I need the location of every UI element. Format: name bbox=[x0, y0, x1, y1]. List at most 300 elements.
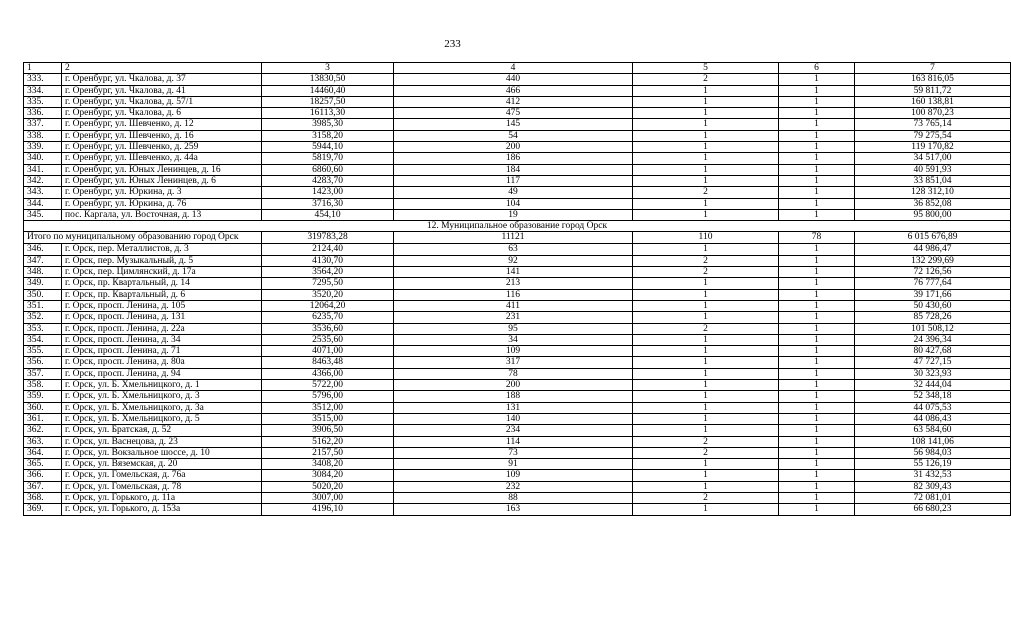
table-row bbox=[24, 436, 1011, 447]
amount-cell: 44 086,43 bbox=[855, 413, 1011, 424]
residents-cell: 109 bbox=[394, 470, 633, 481]
amount-cell: 108 141,06 bbox=[855, 436, 1011, 447]
address-cell: г. Оренбург, ул. Чкалова, д. 37 bbox=[62, 74, 262, 85]
amount-cell: 40 591,93 bbox=[855, 164, 1011, 175]
row-number-cell: 334. bbox=[24, 85, 62, 96]
area-cell: 6235,70 bbox=[262, 312, 394, 323]
column-5-cell: 1 bbox=[633, 153, 779, 164]
address-cell: г. Орск, пер. Музыкальный, д. 5 bbox=[62, 255, 262, 266]
residents-cell: 317 bbox=[394, 357, 633, 368]
total-residents: 11121 bbox=[394, 232, 633, 244]
residents-cell: 73 bbox=[394, 447, 633, 458]
row-number-cell: 368. bbox=[24, 492, 62, 503]
address-cell: г. Орск, ул. Гомельская, д. 78 bbox=[62, 481, 262, 492]
column-5-cell: 1 bbox=[633, 289, 779, 300]
amount-cell: 72 081,01 bbox=[855, 492, 1011, 503]
column-5-cell: 1 bbox=[633, 470, 779, 481]
area-cell: 3716,30 bbox=[262, 198, 394, 209]
column-header: 3 bbox=[262, 63, 394, 74]
row-number-cell: 338. bbox=[24, 130, 62, 141]
column-5-cell: 1 bbox=[633, 380, 779, 391]
residents-cell: 188 bbox=[394, 391, 633, 402]
column-5-cell: 1 bbox=[633, 334, 779, 345]
table-row bbox=[24, 459, 1011, 470]
row-number-cell: 369. bbox=[24, 504, 62, 515]
row-number-cell: 354. bbox=[24, 334, 62, 345]
header-row bbox=[24, 63, 1011, 74]
area-cell: 16113,30 bbox=[262, 108, 394, 119]
row-number-cell: 345. bbox=[24, 209, 62, 220]
amount-cell: 160 138,81 bbox=[855, 96, 1011, 107]
residents-cell: 78 bbox=[394, 368, 633, 379]
column-6-cell: 1 bbox=[779, 402, 855, 413]
amount-cell: 34 517,00 bbox=[855, 153, 1011, 164]
area-cell: 8463,48 bbox=[262, 357, 394, 368]
column-header: 4 bbox=[394, 63, 633, 74]
column-6-cell: 1 bbox=[779, 368, 855, 379]
area-cell: 5162,20 bbox=[262, 436, 394, 447]
column-5-cell: 1 bbox=[633, 368, 779, 379]
table-row bbox=[24, 209, 1011, 220]
table-row bbox=[24, 74, 1011, 85]
table-row bbox=[24, 334, 1011, 345]
table-row bbox=[24, 267, 1011, 278]
column-5-cell: 1 bbox=[633, 175, 779, 186]
column-6-cell: 1 bbox=[779, 164, 855, 175]
table-row bbox=[24, 130, 1011, 141]
residents-cell: 141 bbox=[394, 267, 633, 278]
address-cell: г. Орск, ул. Вяземская, д. 20 bbox=[62, 459, 262, 470]
table-row bbox=[24, 85, 1011, 96]
row-number-cell: 335. bbox=[24, 96, 62, 107]
row-number-cell: 365. bbox=[24, 459, 62, 470]
residents-cell: 200 bbox=[394, 380, 633, 391]
address-cell: г. Орск, ул. Б. Хмельницкого, д. 5 bbox=[62, 413, 262, 424]
column-5-cell: 1 bbox=[633, 96, 779, 107]
total-area: 319783,28 bbox=[262, 232, 394, 244]
address-cell: г. Оренбург, ул. Шевченко, д. 16 bbox=[62, 130, 262, 141]
area-cell: 3985,30 bbox=[262, 119, 394, 130]
column-5-cell: 1 bbox=[633, 119, 779, 130]
residents-cell: 117 bbox=[394, 175, 633, 186]
amount-cell: 32 444,04 bbox=[855, 380, 1011, 391]
amount-cell: 76 777,64 bbox=[855, 278, 1011, 289]
row-number-cell: 337. bbox=[24, 119, 62, 130]
amount-cell: 163 816,05 bbox=[855, 74, 1011, 85]
row-number-cell: 336. bbox=[24, 108, 62, 119]
column-5-cell: 2 bbox=[633, 492, 779, 503]
table-row bbox=[24, 175, 1011, 186]
area-cell: 4196,10 bbox=[262, 504, 394, 515]
row-number-cell: 358. bbox=[24, 380, 62, 391]
total-row bbox=[24, 232, 1011, 244]
address-cell: г. Оренбург, ул. Чкалова, д. 6 bbox=[62, 108, 262, 119]
area-cell: 3520,20 bbox=[262, 289, 394, 300]
row-number-cell: 349. bbox=[24, 278, 62, 289]
row-number-cell: 353. bbox=[24, 323, 62, 334]
table-row bbox=[24, 289, 1011, 300]
column-header: 6 bbox=[779, 63, 855, 74]
column-6-cell: 1 bbox=[779, 209, 855, 220]
residents-cell: 186 bbox=[394, 153, 633, 164]
column-6-cell: 1 bbox=[779, 96, 855, 107]
amount-cell: 82 309,43 bbox=[855, 481, 1011, 492]
area-cell: 2124,40 bbox=[262, 244, 394, 255]
residents-cell: 440 bbox=[394, 74, 633, 85]
column-5-cell: 2 bbox=[633, 255, 779, 266]
residents-cell: 63 bbox=[394, 244, 633, 255]
table-row bbox=[24, 300, 1011, 311]
column-5-cell: 2 bbox=[633, 323, 779, 334]
column-6-cell: 1 bbox=[779, 425, 855, 436]
amount-cell: 95 800,00 bbox=[855, 209, 1011, 220]
amount-cell: 132 299,69 bbox=[855, 255, 1011, 266]
amount-cell: 44 075,53 bbox=[855, 402, 1011, 413]
column-5-cell: 1 bbox=[633, 142, 779, 153]
table-row bbox=[24, 323, 1011, 334]
table-row bbox=[24, 481, 1011, 492]
row-number-cell: 356. bbox=[24, 357, 62, 368]
column-5-cell: 1 bbox=[633, 278, 779, 289]
area-cell: 3512,00 bbox=[262, 402, 394, 413]
residents-cell: 411 bbox=[394, 300, 633, 311]
column-6-cell: 1 bbox=[779, 470, 855, 481]
table-row bbox=[24, 153, 1011, 164]
column-6-cell: 1 bbox=[779, 244, 855, 255]
table-row bbox=[24, 187, 1011, 198]
row-number-cell: 348. bbox=[24, 267, 62, 278]
row-number-cell: 347. bbox=[24, 255, 62, 266]
residents-cell: 475 bbox=[394, 108, 633, 119]
area-cell: 1423,00 bbox=[262, 187, 394, 198]
amount-cell: 80 427,68 bbox=[855, 346, 1011, 357]
column-5-cell: 1 bbox=[633, 425, 779, 436]
area-cell: 6860,60 bbox=[262, 164, 394, 175]
column-6-cell: 1 bbox=[779, 289, 855, 300]
row-number-cell: 362. bbox=[24, 425, 62, 436]
column-header: 5 bbox=[633, 63, 779, 74]
column-6-cell: 1 bbox=[779, 300, 855, 311]
column-6-cell: 1 bbox=[779, 357, 855, 368]
column-6-cell: 1 bbox=[779, 153, 855, 164]
area-cell: 3007,00 bbox=[262, 492, 394, 503]
column-5-cell: 1 bbox=[633, 312, 779, 323]
residents-cell: 200 bbox=[394, 142, 633, 153]
table-row bbox=[24, 244, 1011, 255]
address-cell: г. Орск, ул. Горького, д. 153а bbox=[62, 504, 262, 515]
table-row bbox=[24, 368, 1011, 379]
column-header: 1 bbox=[24, 63, 62, 74]
residents-cell: 140 bbox=[394, 413, 633, 424]
row-number-cell: 363. bbox=[24, 436, 62, 447]
column-5-cell: 2 bbox=[633, 187, 779, 198]
section-row bbox=[24, 221, 1011, 232]
total-column-5: 110 bbox=[633, 232, 779, 244]
address-cell: г. Орск, просп. Ленина, д. 80а bbox=[62, 357, 262, 368]
column-5-cell: 1 bbox=[633, 413, 779, 424]
column-5-cell: 1 bbox=[633, 391, 779, 402]
residents-cell: 54 bbox=[394, 130, 633, 141]
column-5-cell: 1 bbox=[633, 300, 779, 311]
row-number-cell: 364. bbox=[24, 447, 62, 458]
residents-cell: 131 bbox=[394, 402, 633, 413]
area-cell: 3084,20 bbox=[262, 470, 394, 481]
area-cell: 4366,00 bbox=[262, 368, 394, 379]
column-5-cell: 1 bbox=[633, 209, 779, 220]
amount-cell: 39 171,66 bbox=[855, 289, 1011, 300]
column-6-cell: 1 bbox=[779, 198, 855, 209]
column-5-cell: 1 bbox=[633, 504, 779, 515]
row-number-cell: 359. bbox=[24, 391, 62, 402]
column-6-cell: 1 bbox=[779, 459, 855, 470]
area-cell: 18257,50 bbox=[262, 96, 394, 107]
row-number-cell: 346. bbox=[24, 244, 62, 255]
table-row bbox=[24, 470, 1011, 481]
residents-cell: 145 bbox=[394, 119, 633, 130]
column-5-cell: 1 bbox=[633, 130, 779, 141]
column-5-cell: 1 bbox=[633, 402, 779, 413]
column-5-cell: 1 bbox=[633, 346, 779, 357]
amount-cell: 128 312,10 bbox=[855, 187, 1011, 198]
area-cell: 13830,50 bbox=[262, 74, 394, 85]
address-cell: г. Оренбург, ул. Юных Ленинцев, д. 6 bbox=[62, 175, 262, 186]
column-6-cell: 1 bbox=[779, 85, 855, 96]
address-cell: г. Оренбург, ул. Шевченко, д. 12 bbox=[62, 119, 262, 130]
row-number-cell: 355. bbox=[24, 346, 62, 357]
amount-cell: 36 852,08 bbox=[855, 198, 1011, 209]
column-6-cell: 1 bbox=[779, 481, 855, 492]
address-cell: г. Орск, ул. Вокзальное шоссе, д. 10 bbox=[62, 447, 262, 458]
area-cell: 2157,50 bbox=[262, 447, 394, 458]
column-5-cell: 2 bbox=[633, 436, 779, 447]
residents-cell: 231 bbox=[394, 312, 633, 323]
amount-cell: 100 870,23 bbox=[855, 108, 1011, 119]
amount-cell: 33 851,04 bbox=[855, 175, 1011, 186]
column-6-cell: 1 bbox=[779, 346, 855, 357]
address-cell: г. Оренбург, ул. Юркина, д. 3 bbox=[62, 187, 262, 198]
address-cell: пос. Каргала, ул. Восточная, д. 13 bbox=[62, 209, 262, 220]
row-number-cell: 360. bbox=[24, 402, 62, 413]
area-cell: 5819,70 bbox=[262, 153, 394, 164]
area-cell: 5944,10 bbox=[262, 142, 394, 153]
table-row bbox=[24, 164, 1011, 175]
table-row bbox=[24, 255, 1011, 266]
amount-cell: 31 432,53 bbox=[855, 470, 1011, 481]
column-5-cell: 2 bbox=[633, 74, 779, 85]
row-number-cell: 361. bbox=[24, 413, 62, 424]
column-header: 7 bbox=[855, 63, 1011, 74]
total-column-6: 78 bbox=[779, 232, 855, 244]
address-cell: г. Оренбург, ул. Чкалова, д. 57/1 bbox=[62, 96, 262, 107]
row-number-cell: 333. bbox=[24, 74, 62, 85]
row-number-cell: 357. bbox=[24, 368, 62, 379]
area-cell: 12064,20 bbox=[262, 300, 394, 311]
area-cell: 4283,70 bbox=[262, 175, 394, 186]
row-number-cell: 366. bbox=[24, 470, 62, 481]
address-cell: г. Орск, ул. Горького, д. 11а bbox=[62, 492, 262, 503]
residents-cell: 232 bbox=[394, 481, 633, 492]
address-cell: г. Оренбург, ул. Шевченко, д. 44а bbox=[62, 153, 262, 164]
column-5-cell: 1 bbox=[633, 108, 779, 119]
table-row bbox=[24, 346, 1011, 357]
residents-cell: 116 bbox=[394, 289, 633, 300]
residents-cell: 104 bbox=[394, 198, 633, 209]
address-cell: г. Орск, ул. Б. Хмельницкого, д. 3а bbox=[62, 402, 262, 413]
row-number-cell: 344. bbox=[24, 198, 62, 209]
address-cell: г. Оренбург, ул. Юркина, д. 76 bbox=[62, 198, 262, 209]
amount-cell: 72 126,56 bbox=[855, 267, 1011, 278]
address-cell: г. Орск, пр. Квартальный, д. 6 bbox=[62, 289, 262, 300]
column-6-cell: 1 bbox=[779, 334, 855, 345]
row-number-cell: 350. bbox=[24, 289, 62, 300]
residents-cell: 49 bbox=[394, 187, 633, 198]
table-row bbox=[24, 391, 1011, 402]
column-6-cell: 1 bbox=[779, 436, 855, 447]
residents-cell: 213 bbox=[394, 278, 633, 289]
column-6-cell: 1 bbox=[779, 323, 855, 334]
area-cell: 3515,00 bbox=[262, 413, 394, 424]
amount-cell: 56 984,03 bbox=[855, 447, 1011, 458]
residents-cell: 91 bbox=[394, 459, 633, 470]
row-number-cell: 339. bbox=[24, 142, 62, 153]
column-5-cell: 1 bbox=[633, 198, 779, 209]
address-cell: г. Орск, пер. Цимлянский, д. 17а bbox=[62, 267, 262, 278]
table-row bbox=[24, 357, 1011, 368]
area-cell: 5796,00 bbox=[262, 391, 394, 402]
residents-cell: 88 bbox=[394, 492, 633, 503]
column-6-cell: 1 bbox=[779, 108, 855, 119]
section-title: 12. Муниципальное образование город Орск bbox=[24, 221, 1011, 232]
residents-cell: 163 bbox=[394, 504, 633, 515]
column-6-cell: 1 bbox=[779, 312, 855, 323]
table-row bbox=[24, 425, 1011, 436]
address-cell: г. Оренбург, ул. Юных Ленинцев, д. 16 bbox=[62, 164, 262, 175]
residents-cell: 109 bbox=[394, 346, 633, 357]
residents-cell: 184 bbox=[394, 164, 633, 175]
row-number-cell: 342. bbox=[24, 175, 62, 186]
column-6-cell: 1 bbox=[779, 504, 855, 515]
amount-cell: 30 323,93 bbox=[855, 368, 1011, 379]
column-5-cell: 1 bbox=[633, 164, 779, 175]
amount-cell: 79 275,54 bbox=[855, 130, 1011, 141]
area-cell: 2535,60 bbox=[262, 334, 394, 345]
column-5-cell: 2 bbox=[633, 267, 779, 278]
column-header: 2 bbox=[62, 63, 262, 74]
row-number-cell: 367. bbox=[24, 481, 62, 492]
column-6-cell: 1 bbox=[779, 175, 855, 186]
amount-cell: 85 728,26 bbox=[855, 312, 1011, 323]
amount-cell: 44 986,47 bbox=[855, 244, 1011, 255]
column-6-cell: 1 bbox=[779, 380, 855, 391]
column-6-cell: 1 bbox=[779, 492, 855, 503]
column-6-cell: 1 bbox=[779, 255, 855, 266]
column-6-cell: 1 bbox=[779, 267, 855, 278]
data-table bbox=[23, 62, 1011, 516]
address-cell: г. Орск, пер. Металлистов, д. 3 bbox=[62, 244, 262, 255]
row-number-cell: 340. bbox=[24, 153, 62, 164]
row-number-cell: 343. bbox=[24, 187, 62, 198]
column-6-cell: 1 bbox=[779, 130, 855, 141]
area-cell: 3408,20 bbox=[262, 459, 394, 470]
address-cell: г. Орск, просп. Ленина, д. 34 bbox=[62, 334, 262, 345]
table-row bbox=[24, 142, 1011, 153]
address-cell: г. Оренбург, ул. Шевченко, д. 259 bbox=[62, 142, 262, 153]
area-cell: 5020,20 bbox=[262, 481, 394, 492]
residents-cell: 412 bbox=[394, 96, 633, 107]
area-cell: 5722,00 bbox=[262, 380, 394, 391]
amount-cell: 24 396,34 bbox=[855, 334, 1011, 345]
column-5-cell: 1 bbox=[633, 244, 779, 255]
address-cell: г. Орск, просп. Ленина, д. 131 bbox=[62, 312, 262, 323]
row-number-cell: 351. bbox=[24, 300, 62, 311]
residents-cell: 92 bbox=[394, 255, 633, 266]
table-row bbox=[24, 492, 1011, 503]
amount-cell: 66 680,23 bbox=[855, 504, 1011, 515]
amount-cell: 50 430,60 bbox=[855, 300, 1011, 311]
column-6-cell: 1 bbox=[779, 119, 855, 130]
table-row bbox=[24, 380, 1011, 391]
amount-cell: 52 348,18 bbox=[855, 391, 1011, 402]
area-cell: 454,10 bbox=[262, 209, 394, 220]
row-number-cell: 352. bbox=[24, 312, 62, 323]
address-cell: г. Орск, ул. Б. Хмельницкого, д. 3 bbox=[62, 391, 262, 402]
address-cell: г. Орск, просп. Ленина, д. 94 bbox=[62, 368, 262, 379]
total-amount: 6 015 676,89 bbox=[855, 232, 1011, 244]
column-6-cell: 1 bbox=[779, 142, 855, 153]
area-cell: 3564,20 bbox=[262, 267, 394, 278]
address-cell: г. Оренбург, ул. Чкалова, д. 41 bbox=[62, 85, 262, 96]
table-row bbox=[24, 119, 1011, 130]
address-cell: г. Орск, ул. Васнецова, д. 23 bbox=[62, 436, 262, 447]
address-cell: г. Орск, просп. Ленина, д. 71 bbox=[62, 346, 262, 357]
total-label: Итого по муниципальному образованию город Орск bbox=[24, 232, 262, 244]
column-5-cell: 1 bbox=[633, 459, 779, 470]
residents-cell: 466 bbox=[394, 85, 633, 96]
address-cell: г. Орск, просп. Ленина, д. 22а bbox=[62, 323, 262, 334]
amount-cell: 101 508,12 bbox=[855, 323, 1011, 334]
table-row bbox=[24, 108, 1011, 119]
amount-cell: 119 170,82 bbox=[855, 142, 1011, 153]
table-row bbox=[24, 96, 1011, 107]
residents-cell: 234 bbox=[394, 425, 633, 436]
address-cell: г. Орск, пр. Квартальный, д. 14 bbox=[62, 278, 262, 289]
column-6-cell: 1 bbox=[779, 413, 855, 424]
amount-cell: 59 811,72 bbox=[855, 85, 1011, 96]
table-row bbox=[24, 198, 1011, 209]
page-number: 233 bbox=[444, 38, 461, 50]
amount-cell: 63 584,60 bbox=[855, 425, 1011, 436]
table-row bbox=[24, 278, 1011, 289]
table-row bbox=[24, 312, 1011, 323]
column-5-cell: 1 bbox=[633, 357, 779, 368]
column-6-cell: 1 bbox=[779, 447, 855, 458]
amount-cell: 73 765,14 bbox=[855, 119, 1011, 130]
area-cell: 14460,40 bbox=[262, 85, 394, 96]
amount-cell: 55 126,19 bbox=[855, 459, 1011, 470]
area-cell: 4071,00 bbox=[262, 346, 394, 357]
table-row bbox=[24, 413, 1011, 424]
column-6-cell: 1 bbox=[779, 74, 855, 85]
area-cell: 3536,60 bbox=[262, 323, 394, 334]
area-cell: 4130,70 bbox=[262, 255, 394, 266]
address-cell: г. Орск, ул. Гомельская, д. 76а bbox=[62, 470, 262, 481]
table-row bbox=[24, 447, 1011, 458]
residents-cell: 34 bbox=[394, 334, 633, 345]
column-5-cell: 2 bbox=[633, 447, 779, 458]
address-cell: г. Орск, ул. Братская, д. 52 bbox=[62, 425, 262, 436]
column-6-cell: 1 bbox=[779, 187, 855, 198]
row-number-cell: 341. bbox=[24, 164, 62, 175]
